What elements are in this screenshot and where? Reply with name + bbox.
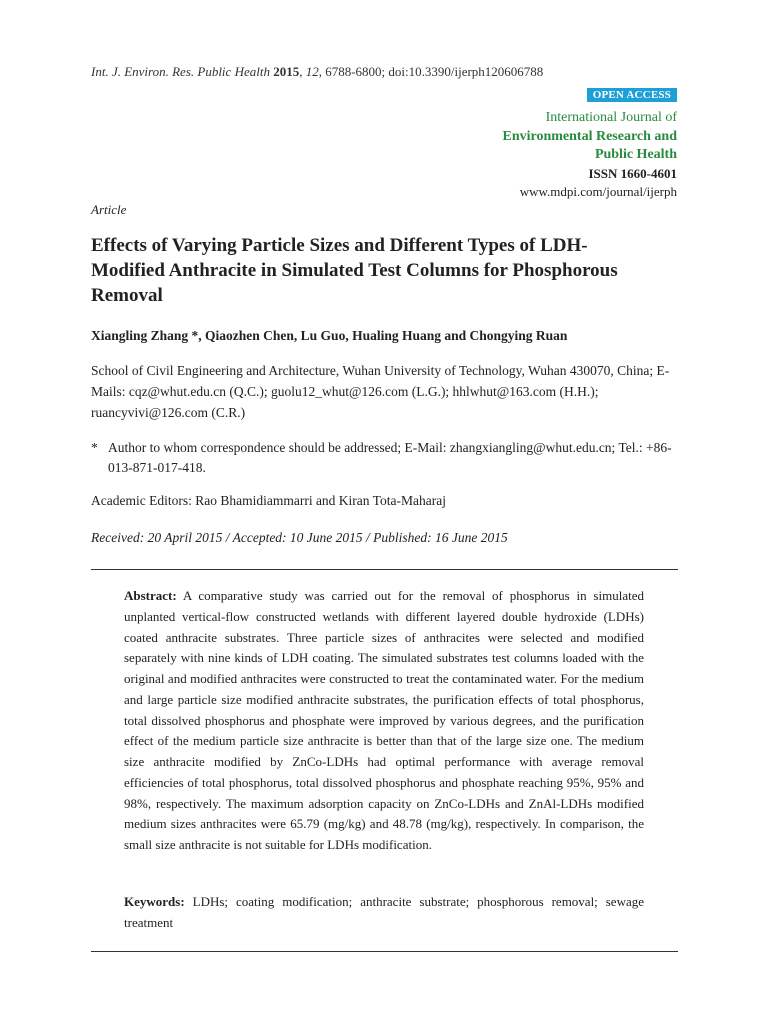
abstract-bottom-rule: [91, 951, 678, 952]
journal-citation: Int. J. Environ. Res. Public Health 2015, 12, 6788-6800; doi:10.3390/ijerph120606788: [91, 64, 544, 79]
abstract-text: A comparative study was carried out for the removal of phosphorus in simulated unplanted vertical-flow constructed wetlands with different layered double hydroxide (LDHs) coated anthracite substrates. Three particle sizes of anthracites were selected and modified separately with nine kinds of LDH coating. The simulated substrates test columns loaded with the original and modified anthracites were constructed to treat the contaminated water. For the medium and large particle size modified anthracite substrates, the purification effects of total phosphorus, total dissolved phosphorus and phosphate were improved by various degrees, and the purification effect of the medium particle size anthracite is better than that of the large size one. The medium size anthracite modified by ZnCo-LDHs had optimal performance with average removal efficiencies of total phosphorus, total dissolved phosphorus and phosphate reaching 95%, 95% and 98%, respectively. The maximum adsorption capacity on ZnCo-LDHs and ZnAl-LDHs modified medium sizes anthracites were 65.79 (mg/kg) and 48.78 (mg/kg), respectively. In comparison, the small size anthracite is not suitable for LDHs modification.: [124, 588, 644, 852]
masthead-line1: International Journal of: [545, 110, 677, 125]
journal-url[interactable]: www.mdpi.com/journal/ijerph: [519, 184, 677, 199]
correspondence-note: [91, 438, 681, 478]
publication-dates: Received: 20 April 2015 / Accepted: 10 June 2015 / Published: 16 June 2015: [91, 530, 508, 545]
correspondence-text: Author to whom correspondence should be addressed; E-Mail: zhangxiangling@whut.edu.cn; Tel.: +86-013-871-017-418.: [108, 440, 672, 475]
journal-year: 2015: [273, 64, 300, 79]
keywords: [124, 892, 644, 934]
abstract: [124, 586, 644, 856]
abstract-top-rule: [91, 569, 678, 570]
masthead-line3: Public Health: [594, 147, 677, 162]
open-access-badge: OPEN ACCESS: [587, 88, 677, 102]
abstract-label: Abstract:: [124, 588, 177, 603]
paper-title: Effects of Varying Particle Sizes and Different Types of LDH-Modified Anthracite in Simulated Test Columns for Phosphorous Removal: [91, 235, 618, 306]
issn: ISSN 1660-4601: [588, 165, 677, 181]
journal-abbrev: Int. J. Environ. Res. Public Health: [91, 64, 270, 79]
affiliation: School of Civil Engineering and Architecture, Wuhan University of Technology, Wuhan 430070, China; E-Mails: cqz@whut.edu.cn (Q.C.); guolu12_whut@126.com (L.G.); hhlwhut@163.com (H.H.); ruancyvivi@126.com (C.R.): [91, 363, 670, 420]
journal-pages-doi: , 6788-6800; doi:10.3390/ijerph120606788: [318, 64, 544, 79]
correspondence-mark: *: [91, 440, 98, 455]
masthead-line2: Environmental Research and: [502, 128, 677, 144]
keywords-text: LDHs; coating modification; anthracite substrate; phosphorous removal; sewage treatment: [124, 894, 645, 930]
journal-masthead: [503, 109, 678, 202]
journal-volume: 12: [305, 64, 319, 79]
academic-editors: Academic Editors: Rao Bhamidiammarri and Kiran Tota-Maharaj: [91, 493, 446, 508]
article-type: Article: [91, 202, 127, 217]
authors: Xiangling Zhang *, Qiaozhen Chen, Lu Guo, Hualing Huang and Chongying Ruan: [91, 328, 568, 343]
keywords-label: Keywords:: [124, 894, 185, 909]
